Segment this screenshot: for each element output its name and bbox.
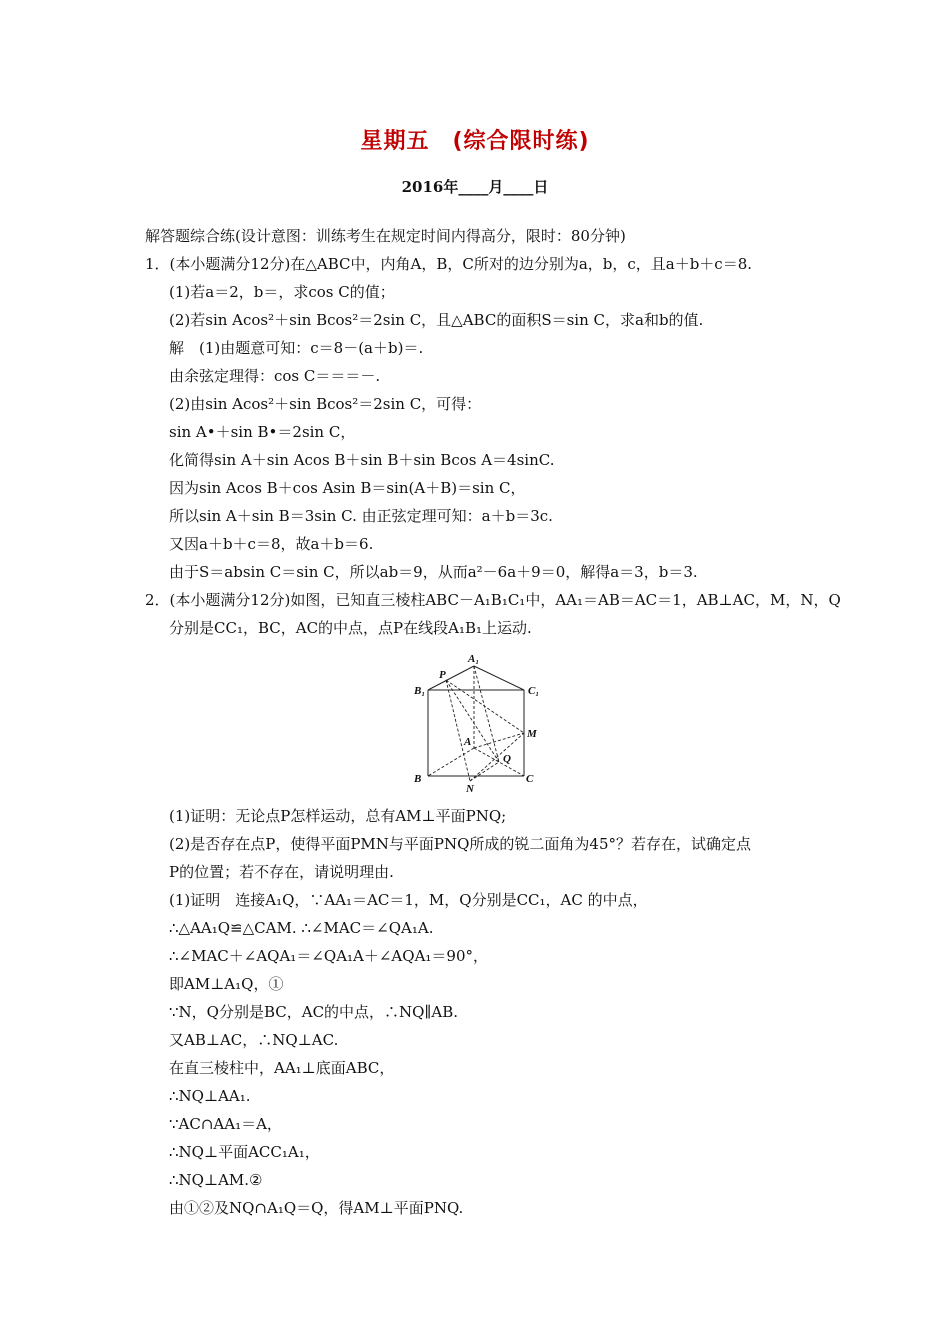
proof-line: 在直三棱柱中，AA₁⊥底面ABC， <box>169 1059 395 1077</box>
proof-line: 由①②及NQ∩A₁Q＝Q，得AM⊥平面PNQ. <box>169 1199 464 1217</box>
proof-line: 又AB⊥AC，∴NQ⊥AC. <box>169 1031 339 1049</box>
proof-line: ∵AC∩AA₁＝A， <box>169 1115 282 1133</box>
solution-line: 由余弦定理得：cos C＝＝＝－. <box>169 367 381 385</box>
proof-line: ∴NQ⊥平面ACC₁A₁， <box>169 1143 320 1161</box>
solution-line: 又因a＋b＋c＝8，故a＋b＝6. <box>169 535 374 553</box>
page-title: 星期五 (综合限时练) <box>360 129 590 154</box>
proof-line: ∴△AA₁Q≌△CAM. ∴∠MAC＝∠QA₁A. <box>169 919 434 937</box>
solution-line: sin A•＋sin B•＝2sin C， <box>169 423 356 441</box>
proof-line: ∴NQ⊥AM.② <box>169 1171 263 1189</box>
problem-1-part-1: (1)若a＝2，b＝，求cos C的值； <box>169 283 395 301</box>
proof-line: (1)证明 连接A₁Q，∵AA₁＝AC＝1，M，Q分别是CC₁，AC 的中点， <box>169 891 648 909</box>
label-C: C <box>526 773 534 785</box>
solution-line: 所以sin A＋sin B＝3sin C. 由正弦定理可知：a＋b＝3c. <box>169 507 553 525</box>
problem-2-part-2-cont: P的位置；若不存在，请说明理由. <box>169 863 394 881</box>
solution-line: 解 (1)由题意可知：c＝8－(a＋b)＝. <box>169 339 424 357</box>
label-C1: C₁ <box>528 685 540 697</box>
label-P: P <box>439 669 446 681</box>
label-B: B <box>414 773 422 785</box>
label-N: N <box>466 783 474 795</box>
label-A: A <box>464 736 472 748</box>
solution-line: 化简得sin A＋sin Acos B＋sin B＋sin Bcos A＝4sinC. <box>169 451 555 469</box>
proof-line: ∴NQ⊥AA₁. <box>169 1087 251 1105</box>
proof-line: 即AM⊥A₁Q，① <box>169 975 284 993</box>
problem-2-statement-cont: 分别是CC₁，BC，AC的中点，点P在线段A₁B₁上运动. <box>169 619 532 637</box>
proof-line: ∵N，Q分别是BC，AC的中点，∴NQ∥AB. <box>169 1003 459 1021</box>
date-line: 2016年____月____日 <box>401 178 549 196</box>
label-M: M <box>527 728 537 740</box>
problem-1-part-2: (2)若sin Acos²＋sin Bcos²＝2sin C，且△ABC的面积S＝sin C，求a和b的值. <box>169 311 704 329</box>
label-A1: A₁ <box>468 653 480 665</box>
solution-line: (2)由sin Acos²＋sin Bcos²＝2sin C，可得： <box>169 395 482 413</box>
problem-2-part-1: (1)证明：无论点P怎样运动，总有AM⊥平面PNQ; <box>169 807 507 825</box>
solution-line: 因为sin Acos B＋cos Asin B＝sin(A＋B)＝sin C， <box>169 479 526 497</box>
label-B1: B₁ <box>414 685 426 697</box>
problem-2-statement: 2．(本小题满分12分)如图，已知直三棱柱ABC－A₁B₁C₁中，AA₁＝AB＝AC＝1，AB⊥AC，M，N，Q <box>145 591 841 609</box>
label-Q: Q <box>503 753 511 765</box>
prism-figure <box>408 648 548 798</box>
proof-line: ∴∠MAC＋∠AQA₁＝∠QA₁A＋∠AQA₁＝90°， <box>169 947 488 965</box>
intro-line: 解答题综合练(设计意图：训练考生在规定时间内得高分，限时：80分钟) <box>145 227 626 245</box>
solution-line: 由于S＝absin C＝sin C，所以ab＝9，从而a²－6a＋9＝0，解得a＝3，b＝3. <box>169 563 698 581</box>
problem-2-part-2: (2)是否存在点P，使得平面PMN与平面PNQ所成的锐二面角为45°？若存在，试确定点 <box>169 835 752 853</box>
problem-1-statement: 1．(本小题满分12分)在△ABC中，内角A，B，C所对的边分别为a，b，c，且a＋b＋c＝8. <box>145 255 753 273</box>
